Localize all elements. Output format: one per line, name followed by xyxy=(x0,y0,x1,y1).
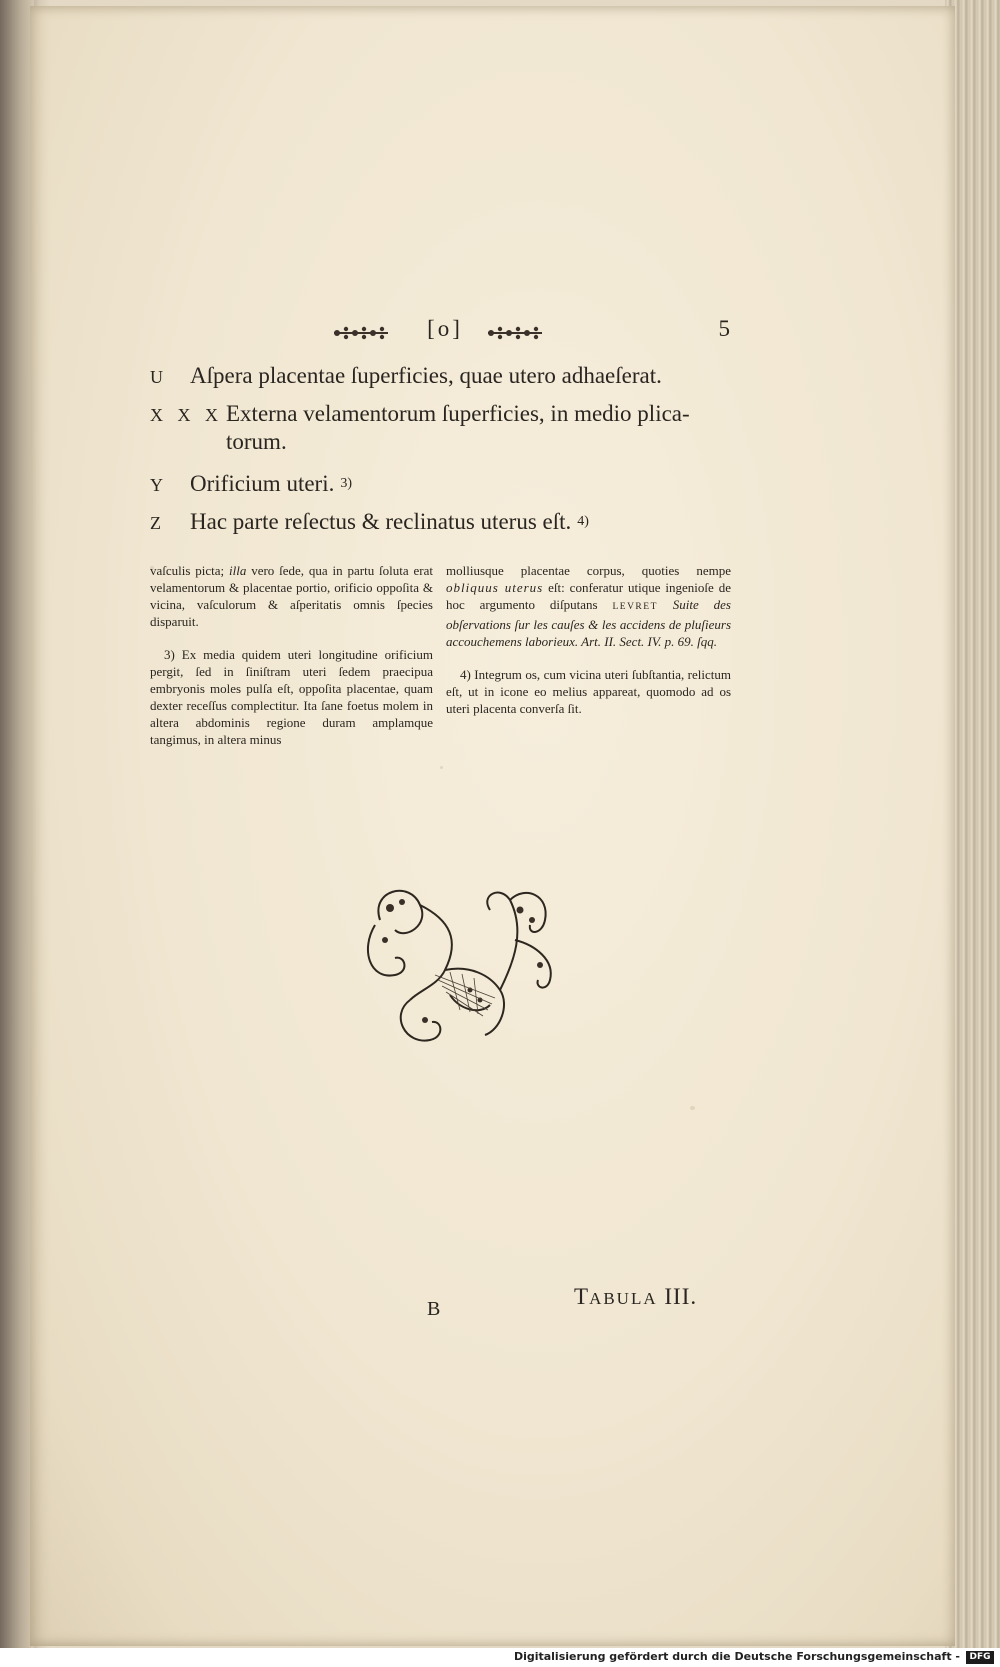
type-ornament-icon xyxy=(332,324,390,342)
footnote-paragraph xyxy=(150,562,433,630)
footnote-text: vero ſede, qua in partu ſoluta erat velamentorum & placentae portio, orificio oppoſita & vicina, vaſculorum & aſperitatis omnis ſpecies disparuit. xyxy=(150,563,433,629)
footnote-text: vaſculis picta; xyxy=(150,563,230,578)
footnote-text-italic: illa xyxy=(229,563,247,578)
legend-key: X X X xyxy=(150,405,223,425)
footnote-text: eſt: conferatur utique ingenioſe de hoc argumento diſputans xyxy=(446,580,731,612)
footnote-paragraph xyxy=(446,562,731,650)
rococo-vignette-icon xyxy=(350,880,570,1060)
footnote-text: molliusque placentae corpus, quoties nempe xyxy=(446,563,731,578)
legend-text: Hac parte reſectus & reclinatus uterus eſt. xyxy=(190,509,572,534)
dfg-logo: DFG xyxy=(966,1651,994,1664)
legend-key: Y xyxy=(150,475,168,495)
binding-edge xyxy=(0,0,34,1667)
footnote-ref: 4) xyxy=(577,514,589,529)
legend-text: Orificium uteri. xyxy=(190,471,335,496)
type-ornament-icon xyxy=(486,324,544,342)
legend-entry xyxy=(190,508,740,536)
signature-mark: B xyxy=(427,1298,441,1320)
author-name: LEVRET xyxy=(612,602,658,612)
legend-key: Z xyxy=(150,513,166,533)
footnote-3: 3) Ex media quidem uteri longitudine orificium pergit, ſed in ſiniſtram uteri ſedem praecipua embryonis moles pulſa eſt, oppoſita placentae, quam dexter receſſus complectitur. Ita ſane foetus molem in altera abdominis regione duram amplamque tangimus, in altera minus xyxy=(150,647,433,747)
legend-entry xyxy=(190,470,740,498)
legend-item xyxy=(150,362,740,400)
legend-item xyxy=(150,508,740,544)
legend-item xyxy=(150,400,740,470)
footnote-4: 4) Integrum os, cum vicina uteri ſubſtantia, relictum eſt, ut in icone eo melius appareat, quomodo ad os uteri placenta converſa ſit. xyxy=(446,667,731,716)
figure-legend xyxy=(150,362,740,544)
header-mark: [o] xyxy=(427,316,463,341)
footer-credit: Digitalisierung gefördert durch die Deutsche Forschungsgemeinschaft - xyxy=(513,1650,960,1663)
catchword-initial: T xyxy=(574,1284,590,1309)
footnote-text-italic: obliquus uterus xyxy=(446,580,544,595)
book-page xyxy=(30,6,955,1646)
legend-text: Aſpera placentae ſuperficies, quae utero adhaeſerat. xyxy=(190,363,662,388)
footnotes-left-column xyxy=(150,562,433,764)
page-number: 5 xyxy=(718,316,730,341)
running-head xyxy=(140,316,730,350)
legend-text: Externa velamentorum ſuperficies, in medio plica-torum. xyxy=(226,401,690,454)
footnotes-right-column xyxy=(446,562,731,733)
catchword-numeral: III. xyxy=(664,1284,698,1309)
catchword-rest: ABULA xyxy=(589,1289,658,1308)
catchword xyxy=(574,1284,697,1310)
footnote-ref: 3) xyxy=(340,476,353,491)
citation-text: Suite des obſervations ſur les cauſes & les accidens de pluſieurs accouchemens laborieux. Art. II. Sect. IV. p. 69. ſqq. xyxy=(446,597,731,649)
legend-key: U xyxy=(150,367,168,387)
legend-item xyxy=(150,470,740,508)
